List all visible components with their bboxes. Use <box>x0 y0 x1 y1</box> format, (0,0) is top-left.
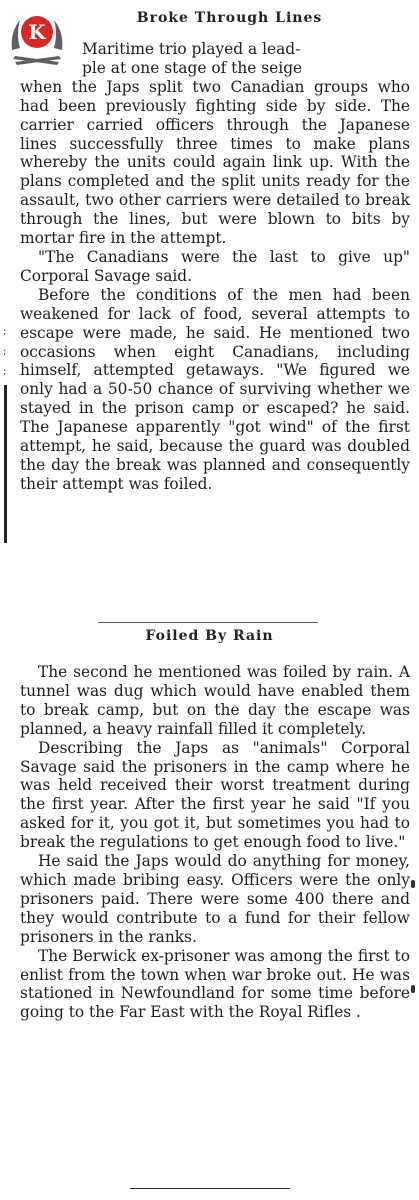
margin-bracket <box>4 385 7 543</box>
section-heading-broke-through-lines: Broke Through Lines <box>136 10 323 26</box>
article-section-one <box>20 40 410 494</box>
svg-text:K: K <box>28 20 46 44</box>
article-paragraph: Before the conditions of the men had been weakened for lack of food, several attempts to escape were made, he said. He mentioned two occasions when eight Canadians, including himself, attempted getaways. "We figured we only had a 50-50 chance of surviving whether we stayed in the prison camp or escaped? he said. The Japanese apparently "got wind" of the first attempt, he said, because the guard was doubled the day the break was planned and consequently their attempt was foiled. <box>20 285 410 493</box>
margin-mark: ; <box>3 366 7 377</box>
article-paragraph: He said the Japs would do anything for money, which made bribing easy. Officers were the only prisoners paid. There were some 400 there and they would contribute to a fund for their fellow prisoners in the ranks. <box>20 852 410 946</box>
margin-mark <box>411 985 415 993</box>
article-paragraph <box>20 40 410 248</box>
margin-mark: ; <box>3 326 7 337</box>
end-rule <box>130 1188 290 1189</box>
margin-mark: ; <box>3 346 7 357</box>
section-divider <box>98 622 318 623</box>
section-heading-foiled-by-rain: Foiled By Rain <box>145 628 274 644</box>
article-paragraph: Describing the Japs as "animals" Corporal Savage said the prisoners in the camp where he was held received their worst treatment during the first year. After the first year he said "If you asked for it, you got it, but sometimes you had to break the regulations to get enough food to live." <box>20 738 410 852</box>
article-paragraph: The second he mentioned was foiled by rain. A tunnel was dug which would have enabled them to break camp, but on the day the escape was planned, a heavy rainfall filled it completely. <box>20 663 410 738</box>
paragraph-text: when the Japs split two Canadian groups who had been previously fighting side by side. The carrier carried officers through the Japanese lines successfully three times to make plans whereby the units could again link up. With the plans completed and the split units ready for the assault, two other carriers were detailed to break through the lines, but were blown to bits by mortar fire in the attempt. <box>20 77 410 248</box>
paragraph-line: Maritime trio played a lead- <box>82 40 301 58</box>
paragraph-line: ple at one stage of the seige <box>82 58 303 77</box>
article-paragraph: "The Canadians were the last to give up" Corporal Savage said. <box>20 247 410 285</box>
article-section-two <box>20 663 410 1022</box>
article-paragraph: The Berwick ex-prisoner was among the first to enlist from the town when war broke out. He was stationed in Newfoundland for some time before going to the Far East with the Royal Rifles . <box>20 946 410 1022</box>
margin-mark <box>411 880 415 888</box>
